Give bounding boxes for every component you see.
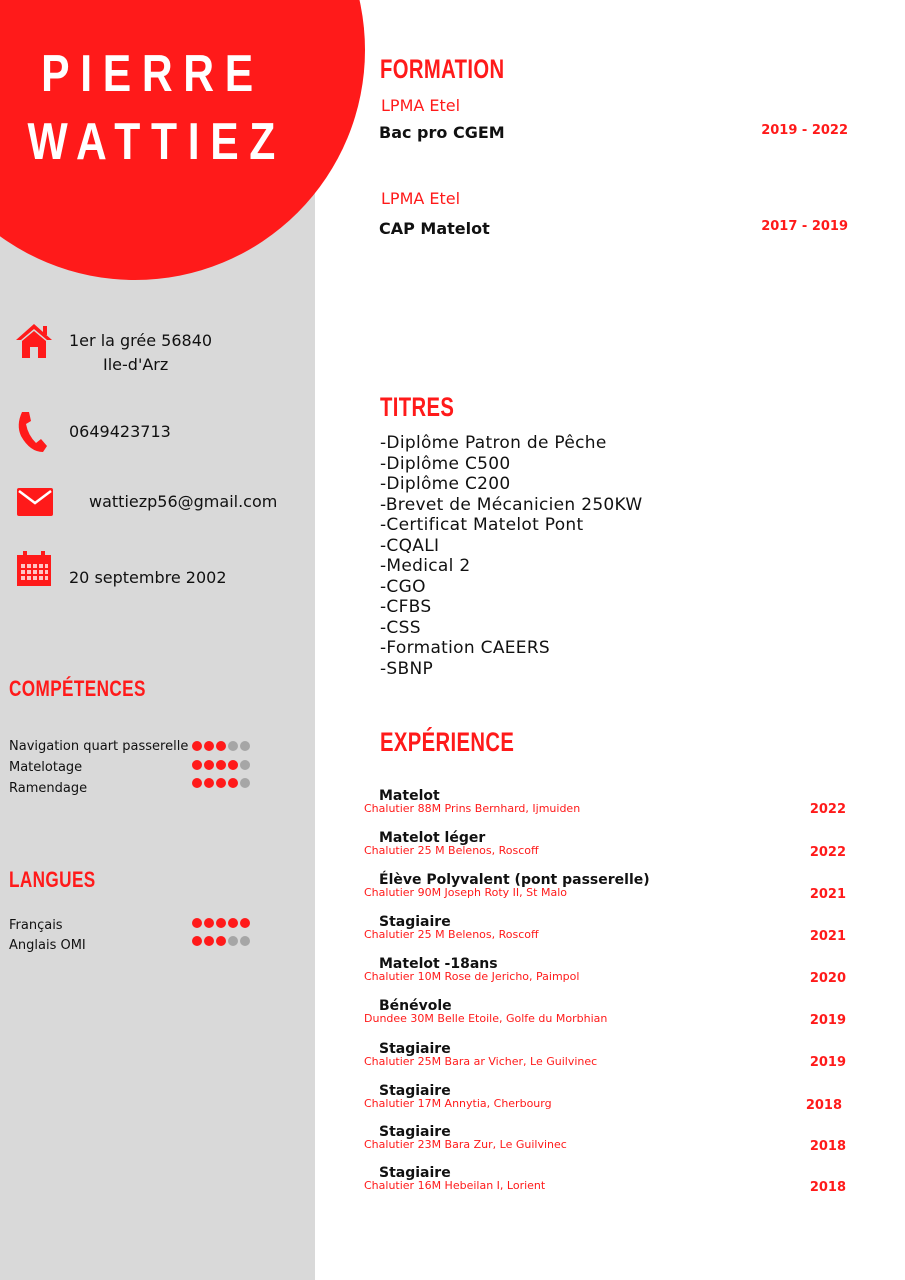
experience-year: 2018 xyxy=(805,1098,842,1113)
titre-item: -Diplôme C500 xyxy=(380,453,511,474)
rating-dot-filled xyxy=(216,760,226,770)
langue-label: Français xyxy=(9,918,63,933)
experience-role: Stagiaire xyxy=(379,1124,451,1140)
formation-school: LPMA Etel xyxy=(381,189,461,208)
titre-item: -Brevet de Mécanicien 250KW xyxy=(380,494,643,515)
experience-year: 2020 xyxy=(809,971,846,986)
rating-dot-filled xyxy=(204,778,214,788)
rating-dot-empty xyxy=(228,741,238,751)
experience-year: 2018 xyxy=(809,1139,846,1154)
experience-ship: Chalutier 17M Annytia, Cherbourg xyxy=(364,1097,552,1110)
last-name: WATTIEZ xyxy=(27,113,287,171)
competence-label: Matelotage xyxy=(9,760,83,775)
experience-role: Matelot -18ans xyxy=(379,956,498,972)
rating-dot-filled xyxy=(216,741,226,751)
competence-label: Ramendage xyxy=(9,781,88,796)
experience-year: 2018 xyxy=(809,1180,846,1195)
experience-entry xyxy=(0,998,905,1040)
experience-year: 2022 xyxy=(809,802,846,817)
email-address: wattiezp56@gmail.com xyxy=(89,492,278,511)
langue-label: Anglais OMI xyxy=(9,938,86,953)
competence-rating xyxy=(192,778,250,788)
titre-item: -Certificat Matelot Pont xyxy=(380,515,584,535)
experience-year: 2022 xyxy=(809,845,846,860)
address-line-2: Ile-d'Arz xyxy=(103,355,169,374)
home-icon xyxy=(15,322,53,360)
experience-entry xyxy=(0,788,905,830)
experience-ship: Chalutier 25 M Belenos, Roscoff xyxy=(364,844,539,857)
titre-item: -Diplôme C200 xyxy=(380,474,511,494)
rating-dot-empty xyxy=(240,778,250,788)
experience-role: Matelot xyxy=(379,788,440,804)
formation-title: FORMATION xyxy=(380,54,505,84)
experience-ship: Chalutier 10M Rose de Jericho, Paimpol xyxy=(364,970,580,983)
titres-title: TITRES xyxy=(380,392,455,422)
rating-dot-filled xyxy=(192,778,202,788)
rating-dot-empty xyxy=(240,760,250,770)
formation-school: LPMA Etel xyxy=(381,96,461,115)
experience-role: Élève Polyvalent (pont passerelle) xyxy=(379,872,650,888)
calendar-icon xyxy=(17,551,51,586)
experience-entry xyxy=(0,914,905,956)
experience-ship: Chalutier 16M Hebeilan I, Lorient xyxy=(364,1179,546,1192)
titre-item: -CSS xyxy=(380,617,421,638)
formation-degree: Bac pro CGEM xyxy=(379,123,505,142)
titre-item: -CFBS xyxy=(380,597,432,617)
rating-dot-filled xyxy=(228,760,238,770)
rating-dot-filled xyxy=(228,778,238,788)
rating-dot-filled xyxy=(216,778,226,788)
experience-role: Bénévole xyxy=(379,998,452,1014)
experience-entry xyxy=(0,1083,905,1125)
experience-entry xyxy=(0,956,905,998)
address-line-1: 1er la grée 56840 xyxy=(69,331,213,350)
rating-dot-empty xyxy=(240,741,250,751)
experience-year: 2019 xyxy=(809,1055,846,1070)
experience-entry xyxy=(0,830,905,872)
titres-list xyxy=(380,433,643,679)
experience-role: Matelot léger xyxy=(379,830,486,846)
experience-ship: Chalutier 90M Joseph Roty II, St Malo xyxy=(364,886,567,899)
titre-item: -SBNP xyxy=(380,658,434,679)
birth-date: 20 septembre 2002 xyxy=(69,568,227,587)
rating-dot-filled xyxy=(204,741,214,751)
competences-title: COMPÉTENCES xyxy=(9,676,146,701)
experience-entry xyxy=(0,1165,905,1207)
first-name: PIERRE xyxy=(41,45,264,103)
rating-dot-filled xyxy=(204,760,214,770)
experience-ship: Chalutier 88M Prins Bernhard, Ijmuiden xyxy=(364,802,581,815)
competence-rating xyxy=(192,741,250,751)
titre-item: -CGO xyxy=(380,576,426,597)
formation-degree: CAP Matelot xyxy=(379,219,490,238)
experience-role: Stagiaire xyxy=(379,1041,451,1057)
titre-item: -CQALI xyxy=(380,535,440,556)
experience-role: Stagiaire xyxy=(379,1083,451,1099)
experience-entry xyxy=(0,872,905,914)
experience-ship: Chalutier 25M Bara ar Vicher, Le Guilvinec xyxy=(364,1055,598,1068)
formation-years: 2017 - 2019 xyxy=(761,219,848,234)
experience-role: Stagiaire xyxy=(379,914,451,930)
phone-icon xyxy=(16,410,48,454)
experience-year: 2021 xyxy=(809,929,846,944)
experience-year: 2021 xyxy=(809,887,846,902)
titre-item: -Diplôme Patron de Pêche xyxy=(380,433,607,453)
formation-years: 2019 - 2022 xyxy=(761,123,848,138)
phone-number: 0649423713 xyxy=(69,422,171,441)
experience-role: Stagiaire xyxy=(379,1165,451,1181)
rating-dot-filled xyxy=(192,741,202,751)
experience-year: 2019 xyxy=(809,1013,846,1028)
competence-rating xyxy=(192,760,250,770)
titre-item: -Medical 2 xyxy=(380,556,471,576)
experience-entry xyxy=(0,1041,905,1083)
mail-icon xyxy=(17,488,53,516)
experience-ship: Chalutier 23M Bara Zur, Le Guilvinec xyxy=(364,1138,567,1151)
experience-title: EXPÉRIENCE xyxy=(380,727,515,757)
competence-label: Navigation quart passerelle xyxy=(9,739,189,754)
titre-item: -Formation CAEERS xyxy=(380,638,551,658)
experience-entry xyxy=(0,1124,905,1166)
langues-title: LANGUES xyxy=(9,867,96,892)
rating-dot-filled xyxy=(192,760,202,770)
experience-ship: Chalutier 25 M Belenos, Roscoff xyxy=(364,928,539,941)
experience-ship: Dundee 30M Belle Etoile, Golfe du Morbhian xyxy=(364,1012,608,1025)
